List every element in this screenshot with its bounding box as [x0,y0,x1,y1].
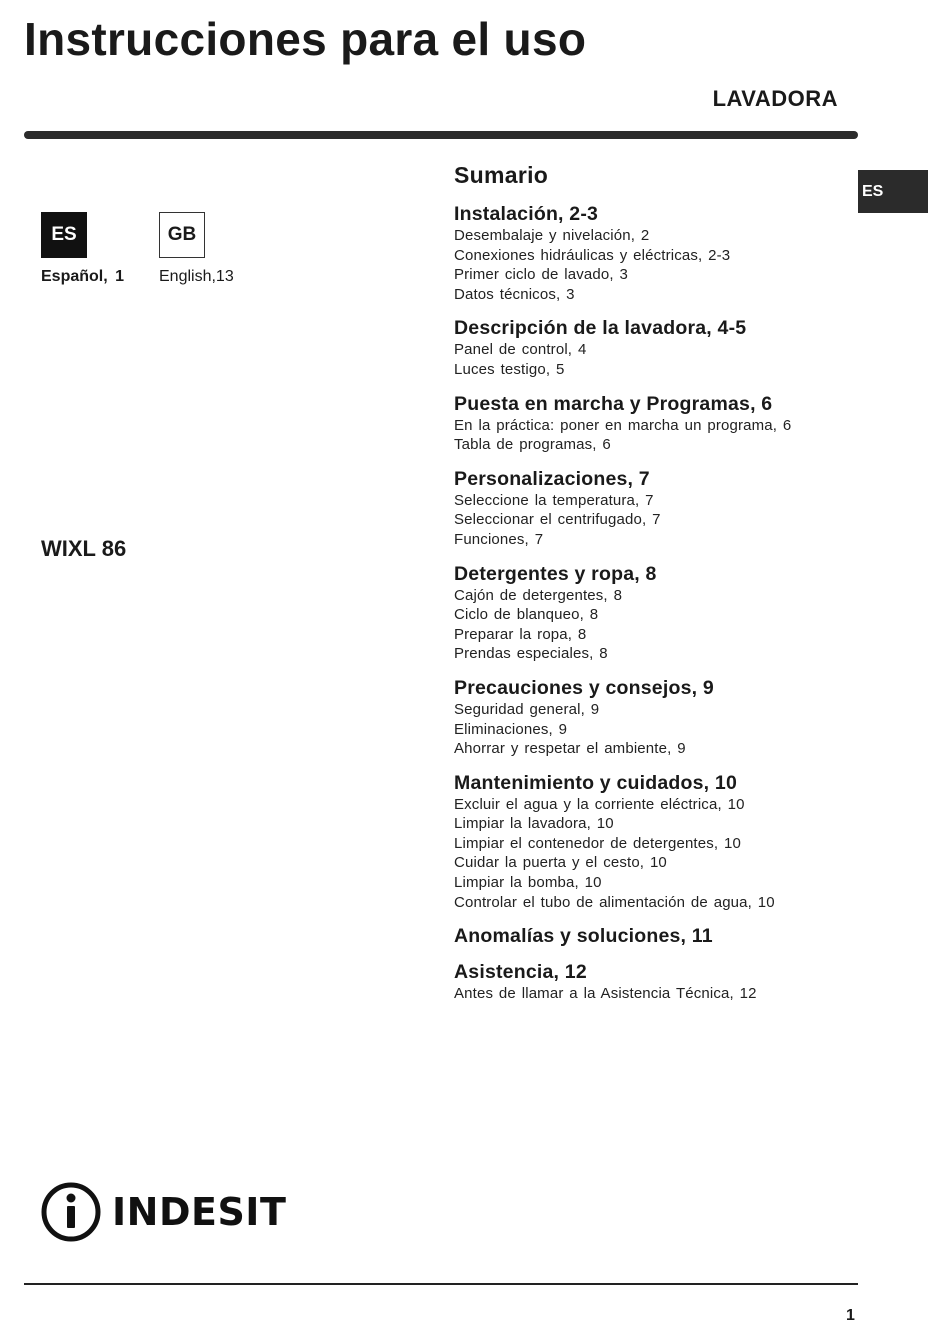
toc-entry: Desembalaje y nivelación, 2 [454,227,650,244]
toc-entry: Cajón de detergentes, 8 [454,586,623,604]
toc-entry: Eliminaciones, 9 [454,720,568,738]
toc-entry: Datos técnicos, 3 [454,285,575,303]
toc-entry: Panel de control, 4 [454,341,587,359]
table-of-contents [454,162,854,1017]
toc-sections [454,203,854,1004]
toc-entry: Excluir el agua y la corriente eléctrica, 10 [454,795,745,813]
document-subtitle: LAVADORA [712,86,838,111]
toc-entry: Seleccionar el centrifugado, 7 [454,511,661,529]
toc-entry: Prendas especiales, 8 [454,645,608,663]
toc-section [454,317,854,379]
toc-section [454,393,854,455]
toc-entry: Conexiones hidráulicas y eléctricas, 2-3 [454,246,731,264]
page-number: 1 [846,1307,855,1324]
toc-section-title: Anomalías y soluciones, 11 [454,925,713,948]
toc-entry: Limpiar el contenedor de detergentes, 10 [454,834,742,852]
toc-section [454,677,854,759]
toc-entry: Limpiar la lavadora, 10 [454,815,614,833]
toc-entry: Limpiar la bomba, 10 [454,874,602,892]
toc-section [454,468,854,550]
toc-section [454,772,854,913]
language-box-es: ES [41,212,87,258]
toc-entry: Funciones, 7 [454,530,544,548]
toc-entry: Tabla de programas, 6 [454,436,611,454]
toc-entry: Ciclo de blanqueo, 8 [454,606,599,624]
header-divider [24,131,858,139]
toc-section-title: Detergentes y ropa, 8 [454,562,657,585]
toc-section-title: Asistencia, 12 [454,961,587,984]
brand-logo [40,1181,286,1243]
indesit-logo-icon [40,1181,102,1243]
toc-heading: Sumario [454,162,549,188]
toc-section-title: Personalizaciones, 7 [454,467,650,490]
toc-section-title: Instalación, 2-3 [454,203,599,225]
brand-wordmark: INDESIT [112,1190,287,1234]
toc-section [454,563,854,664]
toc-entry: Antes de llamar a la Asistencia Técnica, 12 [454,985,757,1003]
toc-entry: Ahorrar y respetar el ambiente, 9 [454,740,686,758]
toc-section-title: Descripción de la lavadora, 4-5 [454,317,747,340]
toc-entry: Preparar la ropa, 8 [454,625,587,643]
page-title: Instrucciones para el uso [24,13,587,65]
footer-divider [24,1283,858,1285]
toc-section-title: Precauciones y consejos, 9 [454,676,714,699]
toc-entry: Cuidar la puerta y el cesto, 10 [454,854,667,872]
toc-section-title: Mantenimiento y cuidados, 10 [454,771,737,794]
toc-entry: Luces testigo, 5 [454,360,565,378]
toc-section [454,961,854,1004]
toc-entry: Controlar el tubo de alimentación de agua, 10 [454,893,775,911]
language-side-tab: ES [858,170,928,213]
toc-entry: Primer ciclo de lavado, 3 [454,266,628,284]
model-name: WIXL 86 [41,536,127,561]
toc-entry: Seleccione la temperatura, 7 [454,491,654,509]
toc-section [454,203,854,304]
toc-entry: Seguridad general, 9 [454,700,600,718]
language-label-es: Español, 1 [41,268,125,285]
toc-section [454,925,854,948]
language-label-gb: English,13 [159,268,234,285]
toc-section-title: Puesta en marcha y Programas, 6 [454,392,773,415]
language-box-gb: GB [159,212,205,258]
toc-entry: En la práctica: poner en marcha un programa, 6 [454,416,792,434]
